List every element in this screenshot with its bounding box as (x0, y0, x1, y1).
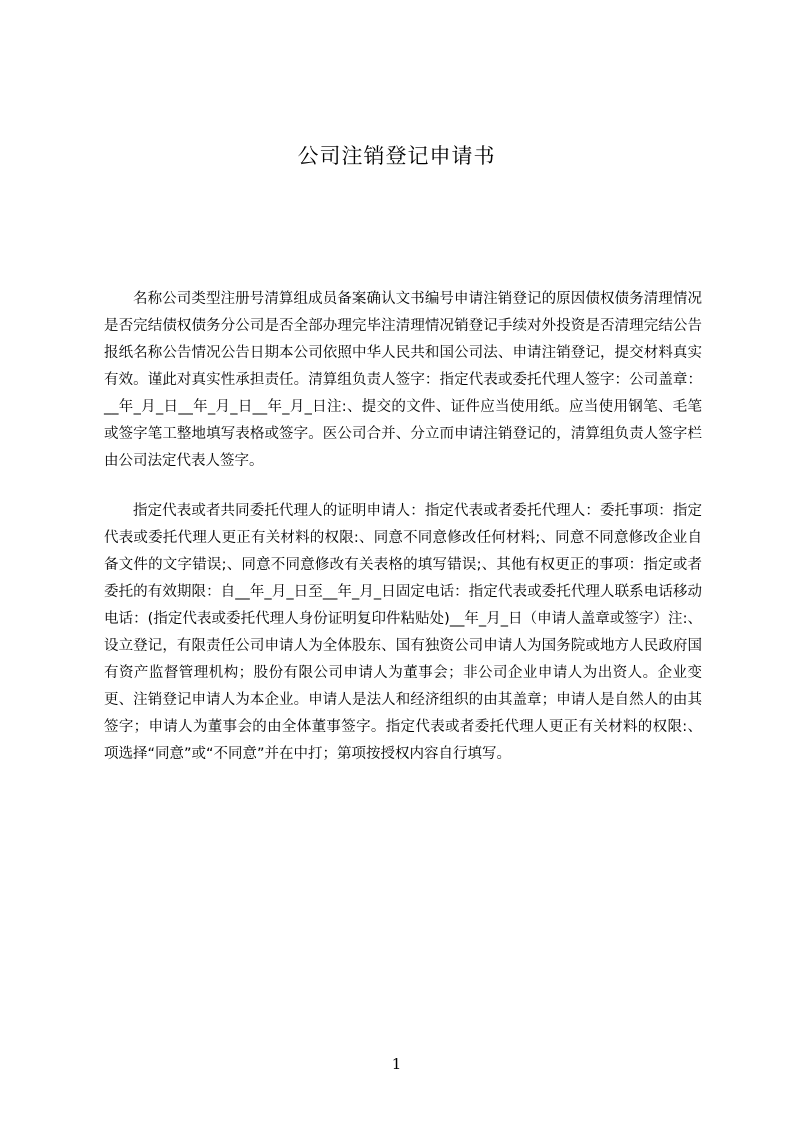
document-title: 公司注销登记申请书 (297, 144, 496, 168)
body-paragraph-2: 指定代表或者共同委托代理人的证明申请人：指定代表或者委托代理人：委托事项：指定代表或委托代理人更正有关材料的权限:、同意不同意修改任何材料;、同意不同意修改企业自备文件的文字错误;、同意不同意修改有关表格的填写错误;、其他有权更正的事项：指定或者委托的有效期限：自__年_月_日至__年_月_日固定电话：指定代表或委托代理人联系电话移动电话：(指定代表或委托代理人身份证明复印件粘贴处)__年_月_日（申请人盖章或签字）注:、设立登记，有限责任公司申请人为全体股东、国有独资公司申请人为国务院或地方人民政府国有资产监督管理机构；股份有限公司申请人为董事会；非公司企业申请人为出资人。企业变更、注销登记申请人为本企业。申请人是法人和经济组织的由其盖章；申请人是自然人的由其签字；申请人为董事会的由全体董事签字。指定代表或者委托代理人更正有关材料的权限:、项选择“同意”或“不同意”并在中打；第项按授权内容自行填写。 (104, 503, 702, 762)
body-paragraph-1: 名称公司类型注册号清算组成员备案确认文书编号申请注销登记的原因债权债务清理情况是否完结债权债务分公司是否全部办理完毕注清理情况销登记手续对外投资是否清理完结公告报纸名称公告情况公告日期本公司依照中华人民共和国公司法、申请注销登记，提交材料真实有效。谨此对真实性承担责任。清算组负责人签字：指定代表或委托代理人签字：公司盖章：__年_月_日__年_月_日__年_月_日注:、提交的文件、证件应当使用纸。应当使用钢笔、毛笔或签字笔工整地填写表格或签字。医公司合并、分立而申请注销登记的，清算组负责人签字栏由公司法定代表人签字。 (104, 291, 702, 469)
page-number: 1 (391, 1055, 402, 1073)
